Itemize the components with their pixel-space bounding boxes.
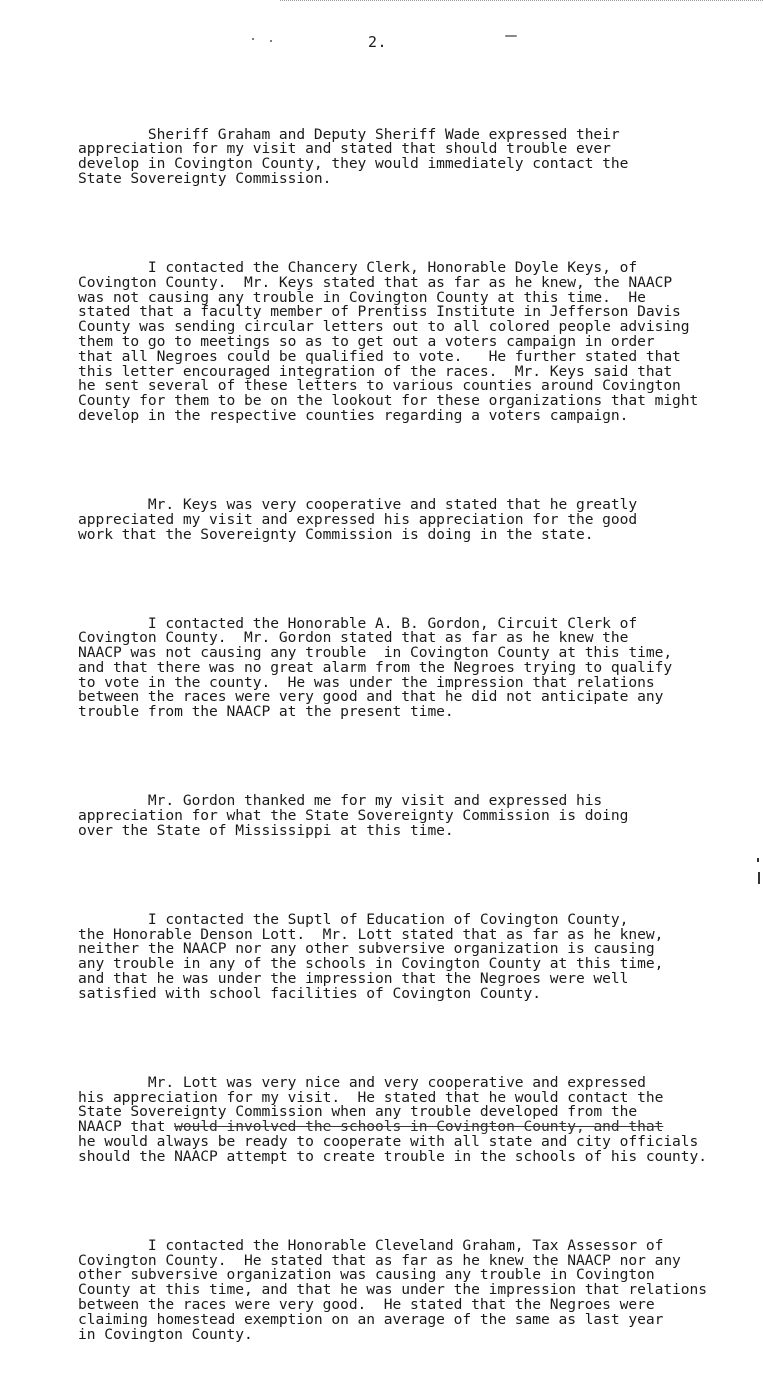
paragraph-8	[78, 1209, 738, 1372]
text-line: appreciation for what the State Sovereignty Commission is doing	[78, 807, 629, 825]
text-line: between the races were very good. He stated that the Negroes were	[78, 1295, 655, 1313]
paragraph-3	[78, 468, 738, 572]
text-line: trouble from the NAACP at the present time.	[78, 703, 454, 721]
text-line: that all Negroes could be qualified to vote. He further stated that	[78, 347, 681, 365]
scan-speck	[270, 40, 272, 42]
text-line: claiming homestead exemption on an average of the same as last year	[78, 1310, 664, 1328]
text-line: any trouble in any of the schools in Covington County at this time,	[78, 955, 664, 973]
text-line: Mr. Keys was very cooperative and stated that he greatly	[78, 495, 638, 513]
paragraph-6	[78, 883, 738, 1031]
text-line: Covington County. Mr. Keys stated that as far as he knew, the NAACP	[78, 273, 673, 291]
text-line: County for them to be on the lookout for these organizations that might	[78, 392, 699, 410]
scan-edge-mark	[757, 858, 759, 862]
text-line: he sent several of these letters to various counties around Covington	[78, 377, 681, 395]
text-line: County was sending circular letters out to all colored people advising	[78, 318, 690, 336]
text-line: and that he was under the impression that the Negroes were well	[78, 970, 629, 988]
struck-text: would involved the schools in Covington County, and that	[174, 1118, 664, 1136]
text-line: County at this time, and that he was under the impression that relations	[78, 1281, 708, 1299]
text-line: appreciation for my visit and stated that should trouble ever	[78, 140, 611, 158]
paragraph-4	[78, 587, 738, 750]
text-line: his appreciation for my visit. He stated that he would contact the	[78, 1088, 664, 1106]
text-line: appreciated my visit and expressed his appreciation for the good	[78, 510, 638, 528]
text-line: I contacted the Suptl of Education of Covington County,	[78, 910, 629, 928]
text-line: Mr. Lott was very nice and very cooperative and expressed	[78, 1073, 646, 1091]
text-line: NAACP was not causing any trouble in Covington County at this time,	[78, 644, 673, 662]
text-line: develop in Covington County, they would immediately contact the	[78, 155, 629, 173]
scan-speck	[505, 35, 517, 37]
struck-text-line: NAACP that would involved the schools in Covington County, and that	[78, 1118, 664, 1136]
scan-edge-dots	[280, 0, 763, 3]
text-line: I contacted the Chancery Clerk, Honorable Doyle Keys, of	[78, 258, 638, 276]
text-line: satisfied with school facilities of Covington County.	[78, 984, 542, 1002]
text-line: work that the Sovereignty Commission is doing in the state.	[78, 525, 594, 543]
text-line: Covington County. He stated that as far as he knew the NAACP nor any	[78, 1251, 681, 1269]
text-line: was not causing any trouble in Covington County at this time. He	[78, 288, 646, 306]
text-line: neither the NAACP nor any other subversive organization is causing	[78, 940, 655, 958]
text-line: I contacted the Honorable A. B. Gordon, Circuit Clerk of	[78, 614, 638, 632]
text-line: to vote in the county. He was under the impression that relations	[78, 673, 655, 691]
text-line: this letter encouraged integration of the races. Mr. Keys said that	[78, 362, 673, 380]
text-line: them to go to meetings so as to get out a voters campaign in order	[78, 332, 655, 350]
text-line: should the NAACP attempt to create trouble in the schools of his county.	[78, 1147, 708, 1165]
text-line: Covington County. Mr. Gordon stated that as far as he knew the	[78, 629, 629, 647]
text-line: develop in the respective counties regarding a voters campaign.	[78, 406, 629, 424]
text-line: State Sovereignty Commission when any trouble developed from the	[78, 1103, 638, 1121]
text-line: other subversive organization was causing any trouble in Covington	[78, 1266, 655, 1284]
text-line: stated that a faculty member of Prentiss Institute in Jefferson Davis	[78, 303, 681, 321]
text-line: and that there was no great alarm from the Negroes trying to qualify	[78, 658, 673, 676]
text-line: State Sovereignty Commission.	[78, 169, 332, 187]
paragraph-5	[78, 765, 738, 869]
text-line: I contacted the Honorable Cleveland Graham, Tax Assessor of	[78, 1236, 664, 1254]
letter-body	[78, 98, 738, 1387]
scan-edge-mark	[758, 872, 760, 884]
text-line: between the races were very good and that he did not anticipate any	[78, 688, 664, 706]
scan-speck	[252, 38, 254, 40]
text-line: over the State of Mississippi at this time.	[78, 821, 454, 839]
paragraph-1	[78, 98, 738, 216]
text-line: in Covington County.	[78, 1325, 253, 1343]
text-line: the Honorable Denson Lott. Mr. Lott stated that as far as he knew,	[78, 925, 664, 943]
text-line: Sheriff Graham and Deputy Sheriff Wade expressed their	[78, 125, 620, 143]
paragraph-2	[78, 231, 738, 453]
text-line: he would always be ready to cooperate with all state and city officials	[78, 1133, 699, 1150]
text-line: Mr. Gordon thanked me for my visit and expressed his	[78, 792, 603, 810]
page-number: 2.	[368, 33, 388, 51]
paragraph-7	[78, 1046, 738, 1194]
